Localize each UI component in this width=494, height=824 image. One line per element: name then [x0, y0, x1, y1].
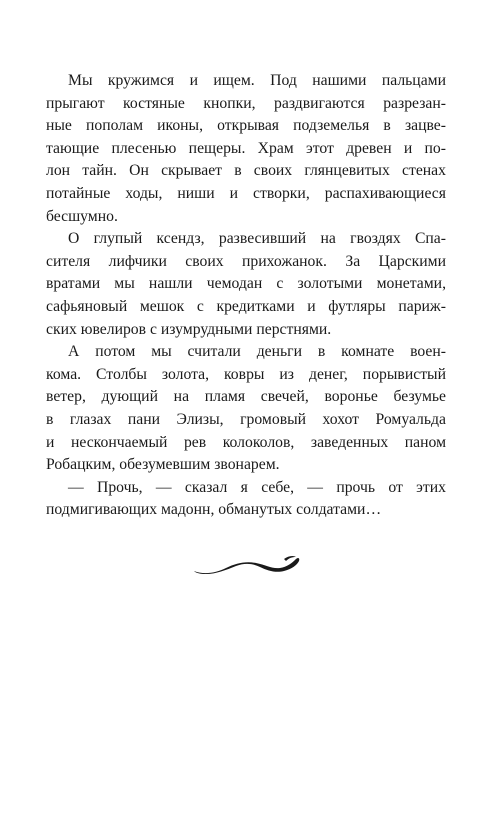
text-line: и нескончаемый рев колоколов, заведенных паном — [46, 433, 446, 451]
text-line: лон тайн. Он скрывает в своих глянцевитых стенах — [46, 162, 446, 180]
text-line: ветер, дующий на пламя свечей, воронье безумье — [46, 388, 446, 406]
text-line: сафьяновый мешок с кредитками и футляры париж- — [46, 297, 446, 315]
text-line: кома. Столбы золота, ковры из денег, порывистый — [46, 365, 446, 383]
paragraph-2 — [46, 228, 446, 341]
text-line: А потом мы считали деньги в комнате воен- — [68, 343, 446, 361]
text-line: О глупый ксендз, развесивший на гвоздях Спа- — [68, 230, 446, 248]
text-line: бесшумно. — [46, 207, 118, 225]
text-line: в глазах пани Элизы, громовый хохот Ромуальда — [46, 410, 446, 428]
text-line: сителя лифчики своих прихожанок. За Царскими — [46, 252, 446, 270]
text-line: Мы кружимся и ищем. Под нашими пальцами — [68, 72, 446, 89]
text-body — [46, 70, 446, 522]
text-line: Робацким, обезумевшим звонарем. — [46, 456, 280, 474]
text-line: ских ювелиров с изумрудными перстнями. — [46, 320, 332, 338]
paragraph-1 — [46, 70, 446, 228]
text-line: подмигивающих мадонн, обманутых солдатами… — [46, 501, 382, 519]
flourish-ornament-icon — [192, 553, 302, 579]
text-line: тающие плесенью пещеры. Храм этот древен и по- — [46, 139, 446, 157]
text-line: прыгают костяные кнопки, раздвигаются разрезан- — [46, 94, 446, 112]
text-line: вратами мы нашли чемодан с золотыми монетами, — [46, 275, 446, 293]
text-line: — Прочь, — сказал я себе, — прочь от этих — [68, 478, 446, 496]
text-line: ные пополам иконы, открывая подземелья в зацве- — [46, 117, 446, 135]
paragraph-4 — [46, 477, 446, 522]
text-line: потайные ходы, ниши и створки, распахивающиеся — [46, 184, 446, 202]
paragraph-3 — [46, 341, 446, 477]
